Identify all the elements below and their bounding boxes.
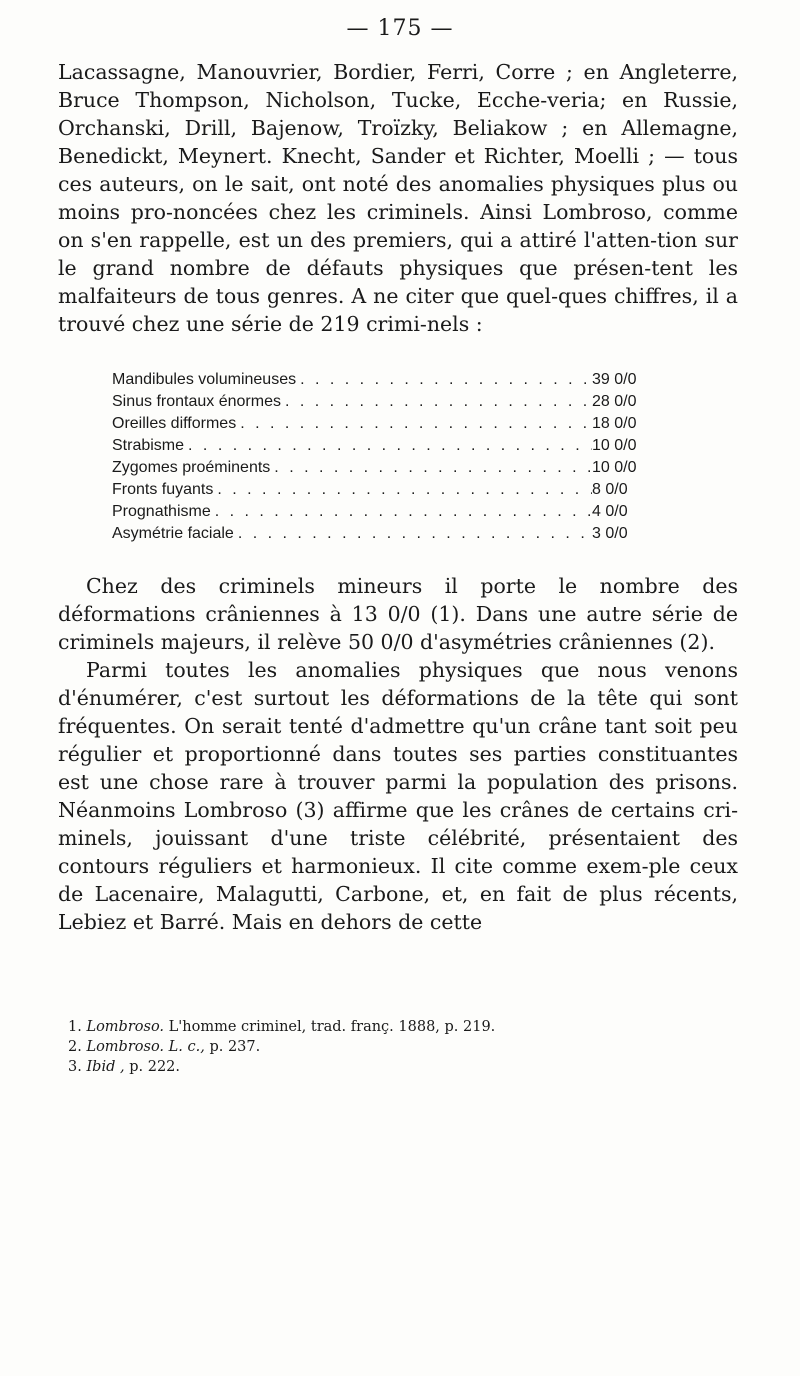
footnote (68, 1037, 728, 1057)
list-item (112, 369, 672, 391)
page-number: — 175 — (346, 16, 454, 41)
stat-value: 10 0/0 (592, 437, 637, 454)
list-item (112, 457, 672, 479)
leader-dots (296, 369, 592, 391)
stat-value: 4 0/0 (592, 503, 628, 520)
footnote-author: Lombroso. (86, 1019, 165, 1035)
stat-value: 39 0/0 (592, 371, 637, 388)
footnote (68, 1017, 728, 1037)
stat-value: 10 0/0 (592, 459, 637, 476)
footnote-number: 1. (68, 1019, 82, 1035)
leader-dots (281, 391, 592, 413)
paragraph-2: Chez des criminels mineurs il porte le nombre des déformations crâniennes à 13 0/0 (1). Dans une autre série de criminels majeurs, il relève 50 0/0 d'asymétries crâniennes (2). (58, 574, 738, 654)
footnote-author: Ibid , (86, 1059, 125, 1075)
leader-dots (270, 457, 592, 479)
leader-dots (211, 501, 592, 523)
leader-dots (213, 479, 592, 501)
paragraph-1: Lacassagne, Manouvrier, Bordier, Ferri, Corre ; en Angleterre, Bruce Thompson, Nicholson, Tucke, Ecche-veria; en Russie, Orchanski, Drill, Bajenow, Troïzky, Beliakow ; en Allemagne, Benedickt, Meynert. Knecht, Sander et Richter, Moelli ; — tous ces auteurs, on le sait, ont noté des anomalies physiques plus ou moins pro-noncées chez les criminels. Ainsi Lombroso, comme on s'en rappelle, est un des premiers, qui a attiré l'atten-tion sur le grand nombre de défauts physiques que présen-tent les malfaiteurs de tous genres. A ne citer que quel-ques chiffres, il a trouvé chez une série de 219 crimi-nels : (58, 60, 738, 336)
leader-dots (236, 413, 592, 435)
footnote-text: p. 222. (129, 1059, 181, 1075)
body-text-top (58, 58, 738, 338)
stat-label: Fronts fuyants (112, 481, 214, 498)
footnote-author: Lombroso. L. c., (86, 1039, 205, 1055)
list-item (112, 523, 672, 545)
stat-label: Oreilles difformes (112, 415, 237, 432)
stat-label: Strabisme (112, 437, 185, 454)
stat-label: Prognathisme (112, 503, 211, 520)
footnote (68, 1057, 728, 1077)
list-item (112, 479, 672, 501)
stat-label: Mandibules volumineuses (112, 371, 297, 388)
body-text-bottom (58, 572, 738, 936)
list-item (112, 391, 672, 413)
footnote-number: 2. (68, 1039, 82, 1055)
leader-dots (184, 435, 592, 457)
stat-value: 3 0/0 (592, 525, 628, 542)
footnote-text: p. 237. (209, 1039, 261, 1055)
list-item (112, 413, 672, 435)
leader-dots (234, 523, 592, 545)
list-item (112, 435, 672, 457)
stat-label: Sinus frontaux énormes (112, 393, 281, 410)
footnotes (68, 1017, 728, 1077)
footnote-number: 3. (68, 1059, 82, 1075)
stat-label: Zygomes proéminents (112, 459, 271, 476)
stat-value: 28 0/0 (592, 393, 637, 410)
stat-label: Asymétrie faciale (112, 525, 234, 542)
list-item (112, 501, 672, 523)
statistics-list (112, 369, 672, 545)
footnote-text: L'homme criminel, trad. franç. 1888, p. 219. (168, 1019, 496, 1035)
stat-value: 18 0/0 (592, 415, 637, 432)
stat-value: 8 0/0 (592, 481, 628, 498)
paragraph-3: Parmi toutes les anomalies physiques que nous venons d'énumérer, c'est surtout les déformations de la tête qui sont fréquentes. On serait tenté d'admettre qu'un crâne tant soit peu régulier et proportionné dans toutes ses parties constituantes est une chose rare à trouver parmi la population des prisons. Néanmoins Lombroso (3) affirme que les crânes de certains cri-minels, jouissant d'une triste célébrité, présentaient des contours réguliers et harmonieux. Il cite comme exem-ple ceux de Lacenaire, Malagutti, Carbone, et, en fait de plus récents, Lebiez et Barré. Mais en dehors de cette (58, 658, 738, 934)
